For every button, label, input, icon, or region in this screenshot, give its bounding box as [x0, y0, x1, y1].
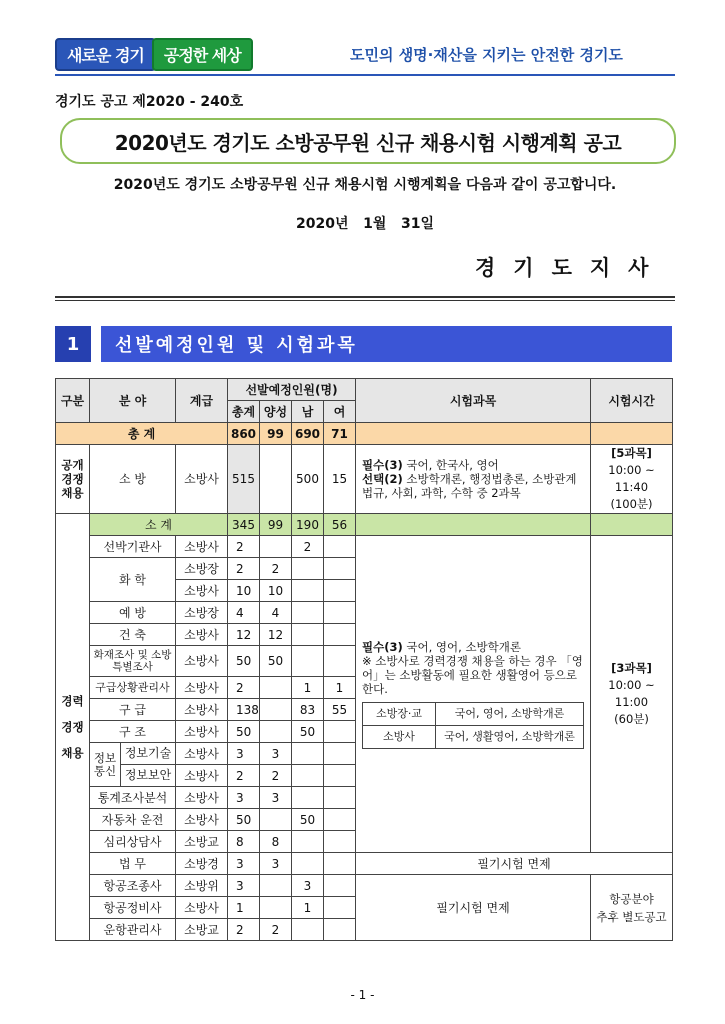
row-male	[292, 831, 324, 853]
law-exempt: 필기시험 면제	[356, 853, 673, 875]
inner-rank: 소방장·교	[363, 702, 436, 725]
row-field: 운항관리사	[90, 919, 176, 941]
career-category: 경력경쟁채용	[56, 514, 90, 941]
row-train: 12	[260, 624, 292, 646]
aviation-time-2: 추후 별도공고	[596, 909, 667, 924]
row-male	[292, 580, 324, 602]
grand-total-row	[56, 423, 673, 445]
row-rank: 소방사	[176, 787, 228, 809]
inner-subj: 국어, 영어, 소방학개론	[436, 702, 584, 725]
row-train	[260, 536, 292, 558]
row-rank: 소방사	[176, 809, 228, 831]
page-number: - 1 -	[350, 988, 375, 1002]
row-rank: 소방사	[176, 646, 228, 677]
row-rank: 소방장	[176, 558, 228, 580]
row-rank: 소방사	[176, 677, 228, 699]
page-title: 2020년도 경기도 소방공무원 신규 채용시험 시행계획 공고	[60, 118, 676, 164]
row-female	[324, 743, 356, 765]
row-rank: 소방경	[176, 853, 228, 875]
row-field: 항공조종사	[90, 875, 176, 897]
row-male	[292, 602, 324, 624]
row-field: 통계조사분석	[90, 787, 176, 809]
row-train: 3	[260, 787, 292, 809]
recruitment-table	[55, 378, 673, 941]
career-req-label: 필수(3)	[362, 639, 403, 654]
row-female	[324, 875, 356, 897]
career-subtotal-label: 소 계	[90, 514, 228, 536]
row-train	[260, 897, 292, 919]
row-female	[324, 624, 356, 646]
aviation-time-1: 항공분야	[609, 891, 654, 906]
table-row	[56, 853, 673, 875]
row-train: 10	[260, 580, 292, 602]
open-time-label: [5과목]	[611, 446, 652, 460]
career-subtotal-row	[56, 514, 673, 536]
open-category: 공개경쟁채용	[56, 445, 90, 514]
it-group-label: 정보통신	[90, 743, 121, 786]
header-rank: 계급	[176, 379, 228, 423]
aviation-time	[591, 875, 673, 941]
row-rank: 소방교	[176, 919, 228, 941]
header-total: 총계	[228, 401, 260, 423]
table-row	[56, 875, 673, 897]
career-time-label: [3과목]	[611, 661, 652, 675]
row-train	[260, 677, 292, 699]
open-total: 515	[228, 445, 260, 514]
row-male: 2	[292, 536, 324, 558]
header-male: 남	[292, 401, 324, 423]
row-train: 4	[260, 602, 292, 624]
row-rank: 소방사	[176, 743, 228, 765]
open-time-range: 10:00 ~ 11:40	[608, 463, 655, 494]
row-train	[260, 875, 292, 897]
row-total: 2	[228, 677, 260, 699]
row-male: 50	[292, 809, 324, 831]
row-field: 정보기술	[121, 743, 175, 765]
row-rank: 소방사	[176, 580, 228, 602]
career-subtotal-subjects	[356, 514, 591, 536]
row-total: 138	[228, 699, 260, 721]
row-total: 10	[228, 580, 260, 602]
row-total: 50	[228, 646, 260, 677]
career-time-range: 10:00 ~ 11:00	[608, 678, 655, 709]
row-rank: 소방사	[176, 765, 228, 787]
row-rank: 소방사	[176, 536, 228, 558]
row-field: 선박기관사	[90, 536, 176, 558]
row-train	[260, 699, 292, 721]
row-male	[292, 558, 324, 580]
divider-thin	[55, 300, 675, 301]
open-req: 국어, 한국사, 영어	[406, 458, 499, 472]
table-row	[56, 536, 673, 558]
career-inner-table	[362, 702, 584, 749]
row-total: 1	[228, 897, 260, 919]
row-male: 50	[292, 721, 324, 743]
row-field: 항공정비사	[90, 897, 176, 919]
row-train: 2	[260, 765, 292, 787]
row-field: 건 축	[90, 624, 176, 646]
row-field: 심리상담사	[90, 831, 176, 853]
row-female	[324, 536, 356, 558]
header-divider	[55, 74, 675, 76]
row-male	[292, 624, 324, 646]
slogan-banner	[55, 40, 253, 68]
row-total: 3	[228, 787, 260, 809]
career-subtotal-train: 99	[260, 514, 292, 536]
row-field: 구 조	[90, 721, 176, 743]
career-subtotal-total: 345	[228, 514, 260, 536]
open-time	[591, 445, 673, 514]
notice-number: 경기도 공고 제2020 - 240호	[55, 94, 244, 110]
row-field: 구 급	[90, 699, 176, 721]
open-train	[260, 445, 292, 514]
career-subtotal-time	[591, 514, 673, 536]
header-quota: 선발예정인원(명)	[228, 379, 356, 401]
grand-subjects	[356, 423, 591, 445]
grand-time	[591, 423, 673, 445]
row-rank: 소방장	[176, 602, 228, 624]
divider-thick	[55, 296, 675, 298]
notice-date: 2020년 1월 31일	[295, 216, 434, 232]
motto: 도민의 생명·재산을 지키는 안전한 경기도	[350, 46, 623, 64]
row-train: 3	[260, 743, 292, 765]
open-req-label: 필수(3)	[362, 458, 403, 472]
slogan-left: 새로운 경기	[55, 38, 156, 71]
row-total: 2	[228, 536, 260, 558]
row-field: 정보보안	[124, 768, 172, 782]
row-field: 예 방	[90, 602, 176, 624]
row-male	[292, 765, 324, 787]
row-female	[324, 897, 356, 919]
career-req: 국어, 영어, 소방학개론	[406, 639, 521, 654]
it-group-cell	[90, 743, 176, 787]
inner-subj: 국어, 생활영어, 소방학개론	[436, 725, 584, 748]
row-total: 2	[228, 765, 260, 787]
row-rank: 소방사	[176, 897, 228, 919]
row-male: 1	[292, 897, 324, 919]
row-total: 4	[228, 602, 260, 624]
row-field: 화 학	[90, 558, 176, 602]
row-female: 1	[324, 677, 356, 699]
grand-total: 860	[228, 423, 260, 445]
row-field: 법 무	[90, 853, 176, 875]
row-female	[324, 787, 356, 809]
row-female: 55	[324, 699, 356, 721]
header-female: 여	[324, 401, 356, 423]
section-number: 1	[55, 326, 91, 362]
row-total: 8	[228, 831, 260, 853]
row-train: 2	[260, 558, 292, 580]
row-female	[324, 765, 356, 787]
row-female	[324, 580, 356, 602]
open-duration: (100분)	[610, 497, 653, 511]
row-male	[292, 787, 324, 809]
open-male: 500	[292, 445, 324, 514]
row-rank: 소방사	[176, 699, 228, 721]
open-field: 소 방	[90, 445, 176, 514]
row-total: 12	[228, 624, 260, 646]
governor: 경기도지사	[475, 256, 667, 280]
open-subjects	[356, 445, 591, 514]
row-male	[292, 919, 324, 941]
row-total: 3	[228, 743, 260, 765]
row-train: 3	[260, 853, 292, 875]
career-note: ※ 소방사로 경력경쟁 채용을 하는 경우 「영어」는 소방활동에 필요한 생활영어 등으로 한다.	[362, 653, 583, 696]
grand-female: 71	[324, 423, 356, 445]
row-field: 자동차 운전	[90, 809, 176, 831]
row-rank: 소방사	[176, 721, 228, 743]
row-total: 2	[228, 558, 260, 580]
header-field: 분 야	[90, 379, 176, 423]
header-subjects: 시험과목	[356, 379, 591, 423]
row-train	[260, 721, 292, 743]
row-rank: 소방위	[176, 875, 228, 897]
row-female	[324, 831, 356, 853]
row-train: 8	[260, 831, 292, 853]
grand-train: 99	[260, 423, 292, 445]
section-title: 선발예정인원 및 시험과목	[101, 326, 672, 362]
row-total: 3	[228, 875, 260, 897]
grand-total-label: 총 계	[56, 423, 228, 445]
row-male	[292, 853, 324, 875]
row-male: 3	[292, 875, 324, 897]
row-total: 2	[228, 919, 260, 941]
open-rank: 소방사	[176, 445, 228, 514]
row-rank: 소방사	[176, 624, 228, 646]
inner-rank: 소방사	[363, 725, 436, 748]
row-train	[260, 809, 292, 831]
open-row	[56, 445, 673, 514]
aviation-exempt: 필기시험 면제	[356, 875, 591, 941]
row-female	[324, 919, 356, 941]
row-field: 구급상황관리사	[90, 677, 176, 699]
row-female	[324, 602, 356, 624]
lead-text: 2020년도 경기도 소방공무원 신규 채용시험 시행계획을 다음과 같이 공고합니다.	[113, 177, 617, 193]
row-female	[324, 809, 356, 831]
row-male: 1	[292, 677, 324, 699]
open-female: 15	[324, 445, 356, 514]
row-female	[324, 646, 356, 677]
grand-male: 690	[292, 423, 324, 445]
row-male	[292, 743, 324, 765]
open-opt-label: 선택(2)	[362, 472, 403, 486]
row-train: 50	[260, 646, 292, 677]
row-rank: 소방교	[176, 831, 228, 853]
row-total: 50	[228, 809, 260, 831]
row-female	[324, 721, 356, 743]
career-time	[591, 536, 673, 853]
row-train: 2	[260, 919, 292, 941]
slogan-right: 공정한 세상	[152, 38, 253, 71]
row-total: 3	[228, 853, 260, 875]
row-male: 83	[292, 699, 324, 721]
header-time: 시험시간	[591, 379, 673, 423]
header-train: 양성	[260, 401, 292, 423]
career-subtotal-male: 190	[292, 514, 324, 536]
career-subtotal-female: 56	[324, 514, 356, 536]
header-category: 구분	[56, 379, 90, 423]
row-field: 화재조사 및 소방특별조사	[90, 646, 176, 677]
career-subjects	[356, 536, 591, 853]
row-female	[324, 558, 356, 580]
career-duration: (60분)	[614, 712, 649, 726]
row-total: 50	[228, 721, 260, 743]
row-female	[324, 853, 356, 875]
row-male	[292, 646, 324, 677]
open-opt: 소방학개론, 행정법총론, 소방관계법규, 사회, 과학, 수학 중 2과목	[362, 472, 577, 500]
